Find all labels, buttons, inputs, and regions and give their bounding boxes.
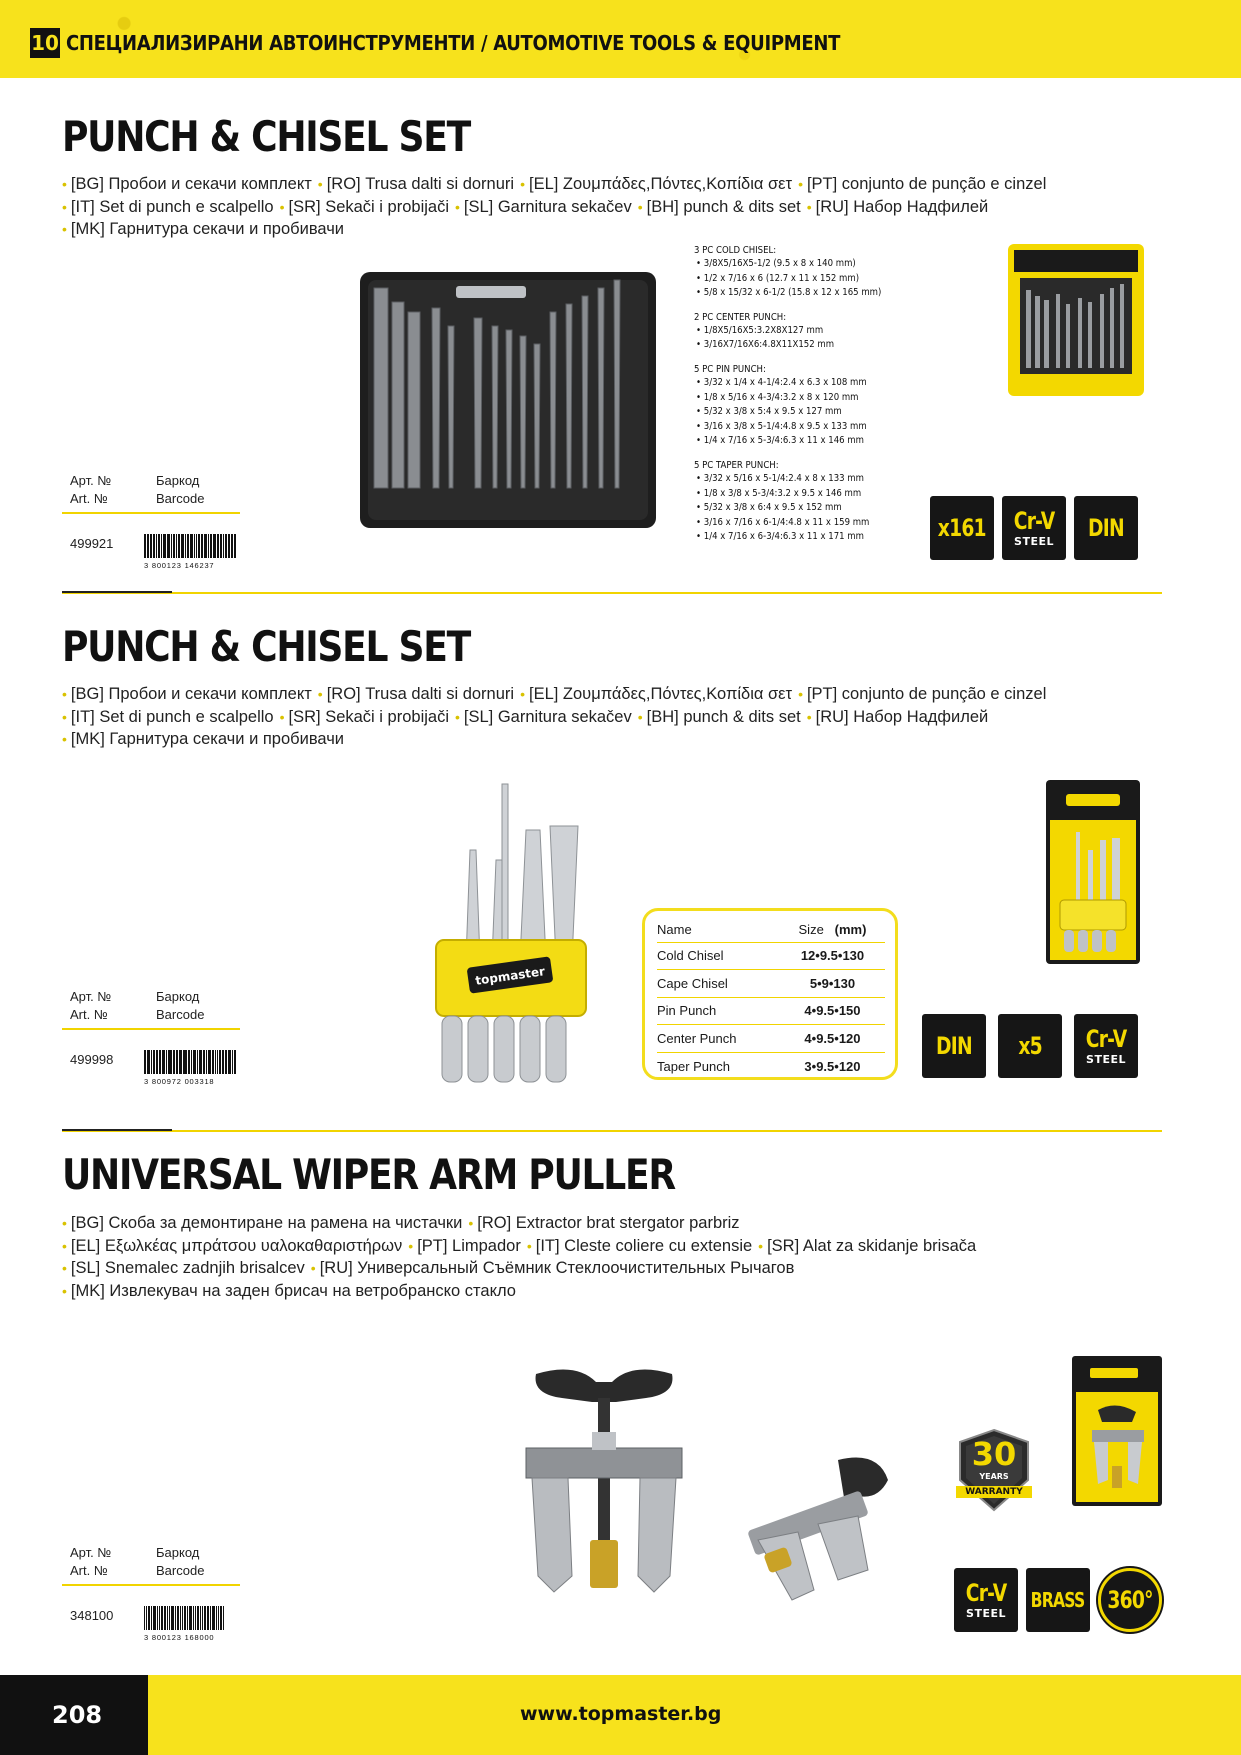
wiper-puller-angle-image <box>728 1440 900 1612</box>
table-row <box>657 1052 885 1080</box>
package-image <box>1008 244 1144 396</box>
din-badge: DIN <box>1074 496 1138 560</box>
spec-group <box>694 459 881 545</box>
warranty-badge: 30 YEARS WARRANTY <box>954 1428 1034 1512</box>
barcode-bar <box>223 1606 224 1630</box>
bullet: • <box>62 198 67 215</box>
bullet: • <box>317 176 323 192</box>
barcode-bar <box>181 534 184 558</box>
barcode-bar <box>232 1050 233 1074</box>
barcode-bar <box>161 534 163 558</box>
translation-item: [PT] Limpador <box>417 1236 521 1255</box>
barcode-bar <box>169 1050 171 1074</box>
barcode-bar <box>159 1606 160 1630</box>
translation-item: [RO] Extractor brat stergator parbriz <box>477 1214 740 1232</box>
table-row <box>657 1025 885 1053</box>
barcode-bar <box>175 1606 176 1630</box>
barcode-bar <box>187 1606 188 1630</box>
spec-group-title: 3 PC COLD CHISEL: <box>694 245 777 256</box>
barcode-bar <box>178 534 180 558</box>
barcode-bar <box>153 1606 156 1630</box>
barcode-bar <box>206 1050 207 1074</box>
barcode-bar <box>234 534 236 558</box>
barcode-bar <box>176 534 177 558</box>
bullet: • <box>758 1237 764 1254</box>
bullet: • <box>798 686 803 702</box>
barcode-bar <box>191 1050 192 1074</box>
barcode-bar <box>204 534 207 558</box>
barcode-bar <box>197 1050 199 1074</box>
tool-size-cell: 12•9.5•130 <box>780 942 885 970</box>
translation-item: [BH] punch & dits set <box>646 197 801 216</box>
spec-item: • 1/8 x 5/16 x 4-3/4:3.2 x 8 x 120 mm <box>694 391 881 406</box>
barcode-bar <box>182 1606 183 1630</box>
section-divider <box>62 1130 1162 1132</box>
bullet: • <box>520 176 525 192</box>
bullet: • <box>806 198 812 215</box>
barcode-bar <box>147 1050 149 1074</box>
product-title: PUNCH & CHISEL SET <box>62 622 470 671</box>
translation-item: [SR] Sekači i probijači <box>288 197 449 216</box>
bullet: • <box>279 198 285 215</box>
barcode-bar <box>208 1050 210 1074</box>
barcode-bar <box>197 1606 199 1630</box>
spec-item: • 1/2 x 7/16 x 6 (12.7 x 11 x 152 mm) <box>694 272 881 287</box>
translation-item: [MK] Извлекувач на заден брисач на ветробранско стакло <box>70 1281 516 1300</box>
barcode-bar <box>222 1050 224 1074</box>
article-box: Арт. № Art. № Баркод Barcode 499921 3 800123 146237 <box>62 472 240 558</box>
article-box: Арт. № Art. № Баркод Barcode 499998 3 800972 003318 <box>62 988 240 1074</box>
barcode-bar <box>198 534 200 558</box>
barcode-bar <box>148 1606 150 1630</box>
barcode-bar <box>193 1606 194 1630</box>
barcode-bar <box>202 1606 203 1630</box>
barcode-bar <box>212 1606 215 1630</box>
barcode-bar <box>217 534 220 558</box>
barcode-bar <box>144 534 146 558</box>
punch-set-holder-image <box>430 780 590 1090</box>
barcode-bar <box>167 1606 168 1630</box>
bullet: • <box>279 708 285 725</box>
bullet: • <box>408 1237 414 1254</box>
barcode-bar <box>217 1050 218 1074</box>
quantity-badge: x5 <box>998 1014 1062 1078</box>
translation-item: [BH] punch & dits set <box>646 707 801 726</box>
article-number: 499998 <box>70 1051 114 1067</box>
translation-item: [BG] Пробои и секачи комплект <box>70 175 312 193</box>
barcode-bar <box>153 1050 155 1074</box>
package-image <box>1072 1356 1162 1506</box>
product-title: PUNCH & CHISEL SET <box>62 112 470 161</box>
translation-item: [MK] Гарнитура секачи и пробивачи <box>70 730 345 748</box>
barcode: 3 800972 003318 <box>144 1044 236 1074</box>
barcode-bar <box>179 1050 181 1074</box>
package-image <box>1046 780 1140 964</box>
barcode-bar <box>158 534 160 558</box>
barcode-bar <box>210 1606 211 1630</box>
translation-item: [IT] Cleste coliere cu extensie <box>535 1236 753 1255</box>
barcode-bar <box>216 1606 217 1630</box>
barcode-bar <box>168 1050 169 1074</box>
package-brand-label: topmaster <box>474 964 546 988</box>
bullet: • <box>62 708 67 725</box>
barcode-bar <box>208 534 210 558</box>
barcode-bar <box>177 1606 179 1630</box>
barcode-bar <box>171 534 173 558</box>
translation-item: [MK] Гарнитура секачи и пробивачи <box>70 220 345 238</box>
spec-item: • 1/4 x 7/16 x 6-3/4:6.3 x 11 x 171 mm <box>694 530 881 545</box>
chapter-number: 10 <box>30 28 60 58</box>
spec-item: • 1/8 x 3/8 x 5-3/4:3.2 x 9.5 x 146 mm <box>694 487 881 502</box>
translation-item: [PT] conjunto de punção e cinzel <box>806 175 1047 193</box>
tool-size-cell: 5•9•130 <box>780 970 885 998</box>
size-table <box>642 908 898 1080</box>
article-number: 348100 <box>70 1607 114 1623</box>
spec-list <box>694 244 881 555</box>
translation-item: [EL] Εξωλκέας μπράτσου υαλοκαθαριστήρων <box>70 1236 403 1255</box>
table-row <box>657 997 885 1025</box>
bullet: • <box>62 1215 67 1231</box>
barcode-bar <box>201 534 203 558</box>
barcode-bar <box>144 1606 145 1630</box>
barcode-bar <box>219 1050 221 1074</box>
barcode-bar <box>151 1050 152 1074</box>
barcode-bar <box>210 534 212 558</box>
spec-item: • 5/32 x 3/8 x 6:4 x 9.5 x 152 mm <box>694 501 881 516</box>
translation-item: [IT] Set di punch e scalpello <box>70 197 274 216</box>
barcode-bar <box>183 1050 184 1074</box>
barcode-bar <box>146 1606 147 1630</box>
barcode-bar <box>228 1050 230 1074</box>
website-link[interactable]: www.topmaster.bg <box>520 1703 722 1725</box>
product-translations <box>62 683 1102 751</box>
product-translations <box>62 1212 1102 1302</box>
barcode-bar <box>150 534 153 558</box>
tool-size-cell: 3•9.5•120 <box>804 1058 861 1074</box>
translation-item: [SL] Garnitura sekačev <box>463 707 632 726</box>
barcode-bar <box>169 1606 170 1630</box>
table-row <box>657 970 885 998</box>
translation-item: [RU] Набор Надфилей <box>815 707 989 726</box>
barcode-bar <box>204 1606 206 1630</box>
bullet: • <box>62 731 67 747</box>
spec-item: • 5/8 x 15/32 x 6-1/2 (15.8 x 12 x 165 mm) <box>694 286 881 301</box>
barcode-bar <box>163 534 166 558</box>
bullet: • <box>455 708 460 725</box>
bullet: • <box>520 686 525 702</box>
barcode-bar <box>173 1050 175 1074</box>
bullet: • <box>310 1260 316 1276</box>
bullet: • <box>455 198 460 215</box>
barcode-bar <box>173 534 175 558</box>
spec-item: • 3/8X5/16X5-1/2 (9.5 x 8 x 140 mm) <box>694 257 881 272</box>
translation-item: [RO] Trusa dalti si dornuri <box>326 175 515 193</box>
barcode-bar <box>220 534 222 558</box>
brass-badge: BRASS <box>1026 1568 1090 1632</box>
barcode-bar <box>171 1606 174 1630</box>
barcode-bar <box>156 534 157 558</box>
spec-item: • 1/4 x 7/16 x 5-3/4:6.3 x 11 x 146 mm <box>694 434 881 449</box>
bullet: • <box>637 708 643 725</box>
barcode-bar <box>195 1606 196 1630</box>
barcode-bar <box>151 1606 152 1630</box>
barcode-bar <box>234 1050 236 1074</box>
barcode-bar <box>199 1050 201 1074</box>
tool-name-cell: Pin Punch <box>657 997 780 1025</box>
bullet: • <box>62 1237 67 1254</box>
barcode-bar <box>228 534 230 558</box>
footer-band <box>0 1675 1241 1755</box>
tool-name-cell: Taper Punch <box>657 1058 730 1074</box>
translation-item: [EL] Ζουμπάδες,Πόντες,Κοπίδια σετ <box>528 685 793 703</box>
chapter-title: СПЕЦИАЛИЗИРАНИ АВТОИНСТРУМЕНТИ / AUTOMOTIVE TOOLS & EQUIPMENT <box>66 31 841 55</box>
barcode-bar <box>144 1050 146 1074</box>
product-translations <box>62 173 1102 241</box>
bullet: • <box>62 176 67 192</box>
barcode-bar <box>176 1050 178 1074</box>
din-badge: DIN <box>922 1014 986 1078</box>
article-box: Арт. № Art. № Баркод Barcode 348100 3 800123 168000 <box>62 1544 240 1630</box>
punch-set-tray-image <box>360 272 656 528</box>
table-row <box>657 942 885 970</box>
barcode-bar <box>207 1606 209 1630</box>
bullet: • <box>637 198 643 215</box>
barcode-bar <box>185 534 187 558</box>
barcode-bar <box>156 1050 158 1074</box>
barcode-bar <box>220 1606 222 1630</box>
translation-item: [SR] Sekači i probijači <box>288 707 449 726</box>
barcode-bar <box>180 1606 181 1630</box>
barcode-bar <box>189 1606 192 1630</box>
translation-item: [RU] Набор Надфилей <box>815 197 989 216</box>
barcode-bar <box>153 534 155 558</box>
barcode-bar <box>184 1606 186 1630</box>
barcode-bar <box>147 534 149 558</box>
bullet: • <box>526 1237 532 1254</box>
translation-item: [BG] Пробои и секачи комплект <box>70 685 312 703</box>
bullet: • <box>62 221 67 237</box>
barcode-bar <box>167 534 170 558</box>
barcode-bar <box>193 1050 195 1074</box>
bullet: • <box>468 1215 474 1231</box>
barcode-bar <box>212 1050 214 1074</box>
bullet: • <box>62 1282 67 1299</box>
translation-item: [SL] Garnitura sekačev <box>463 197 632 216</box>
barcode-bar <box>225 534 227 558</box>
barcode-bar <box>223 534 224 558</box>
table-header-size: Size (mm) <box>780 917 885 942</box>
spec-item: • 3/16 x 7/16 x 6-1/4:4.8 x 11 x 159 mm <box>694 516 881 531</box>
barcode-bar <box>166 1050 167 1074</box>
translation-item: [SL] Snemalec zadnjih brisalcev <box>70 1259 305 1277</box>
bullet: • <box>806 708 812 725</box>
article-number: 499921 <box>70 535 114 551</box>
spec-item: • 3/16X7/16X6:4.8X11X152 mm <box>694 338 881 353</box>
barcode-bar <box>194 534 196 558</box>
barcode-bar <box>162 1050 164 1074</box>
barcode-bar <box>196 534 197 558</box>
spec-item: • 3/32 x 1/4 x 4-1/4:2.4 x 6.3 x 108 mm <box>694 376 881 391</box>
translation-item: [RU] Универсальный Съёмник Стеклоочистительных Рычагов <box>319 1259 795 1277</box>
barcode-bar <box>203 1050 205 1074</box>
wiper-puller-front-image <box>516 1362 692 1618</box>
spec-group <box>694 311 881 353</box>
spec-group <box>694 363 881 449</box>
crv-steel-badge: Cr-V STEEL <box>954 1568 1018 1632</box>
barcode-bar <box>213 534 216 558</box>
barcode-bar <box>161 1606 163 1630</box>
translation-item: [BG] Скоба за демонтиране на рамена на чистачки <box>70 1214 463 1232</box>
bullet: • <box>317 686 323 702</box>
crv-steel-badge: Cr-V STEEL <box>1074 1014 1138 1078</box>
table-header-name: Name <box>657 917 780 942</box>
tool-size-cell: 4•9.5•150 <box>780 997 885 1025</box>
barcode-bar <box>188 1050 190 1074</box>
page-number: 208 <box>0 1675 148 1755</box>
barcode-bar <box>218 1606 219 1630</box>
translation-item: [IT] Set di punch e scalpello <box>70 707 274 726</box>
barcode-bar <box>187 534 189 558</box>
barcode-bar <box>190 534 193 558</box>
bullet: • <box>798 176 803 192</box>
section-divider <box>62 592 1162 594</box>
barcode: 3 800123 168000 <box>144 1600 236 1630</box>
spec-item: • 1/8X5/16X5:3.2X8X127 mm <box>694 324 881 339</box>
barcode-bar <box>231 534 234 558</box>
tool-name-cell: Cold Chisel <box>657 942 780 970</box>
translation-item: [SR] Alat za skidanje brisača <box>767 1236 977 1255</box>
tool-size-cell: 4•9.5•120 <box>780 1025 885 1053</box>
spec-item: • 3/32 x 5/16 x 5-1/4:2.4 x 8 x 133 mm <box>694 472 881 487</box>
tool-name-cell: Cape Chisel <box>657 970 780 998</box>
spec-item: • 3/16 x 3/8 x 5-1/4:4.8 x 9.5 x 133 mm <box>694 420 881 435</box>
barcode-bar <box>200 1606 201 1630</box>
quantity-badge: x161 <box>930 496 994 560</box>
translation-item: [PT] conjunto de punção e cinzel <box>806 685 1047 703</box>
crv-steel-badge: Cr-V STEEL <box>1002 496 1066 560</box>
spec-group-title: 2 PC CENTER PUNCH: <box>694 311 787 323</box>
barcode-bar <box>159 1050 161 1074</box>
bullet: • <box>62 1260 67 1276</box>
translation-item: [RO] Trusa dalti si dornuri <box>326 685 515 703</box>
barcode-bar <box>225 1050 227 1074</box>
bullet: • <box>62 686 67 702</box>
spec-item: • 5/32 x 3/8 x 5:4 x 9.5 x 127 mm <box>694 405 881 420</box>
spec-group-title: 5 PC PIN PUNCH: <box>694 363 766 375</box>
barcode-bar <box>184 1050 186 1074</box>
tool-name-cell: Center Punch <box>657 1025 780 1053</box>
product-title: UNIVERSAL WIPER ARM PULLER <box>62 1150 675 1199</box>
barcode: 3 800123 146237 <box>144 528 236 558</box>
rotation-360-badge: 360° <box>1098 1568 1162 1632</box>
spec-group <box>694 244 881 301</box>
barcode-bar <box>215 1050 216 1074</box>
translation-item: [EL] Ζουμπάδες,Πόντες,Κοπίδια σετ <box>528 175 793 193</box>
barcode-bar <box>157 1606 158 1630</box>
spec-group-title: 5 PC TAPER PUNCH: <box>694 459 779 471</box>
barcode-bar <box>164 1606 166 1630</box>
